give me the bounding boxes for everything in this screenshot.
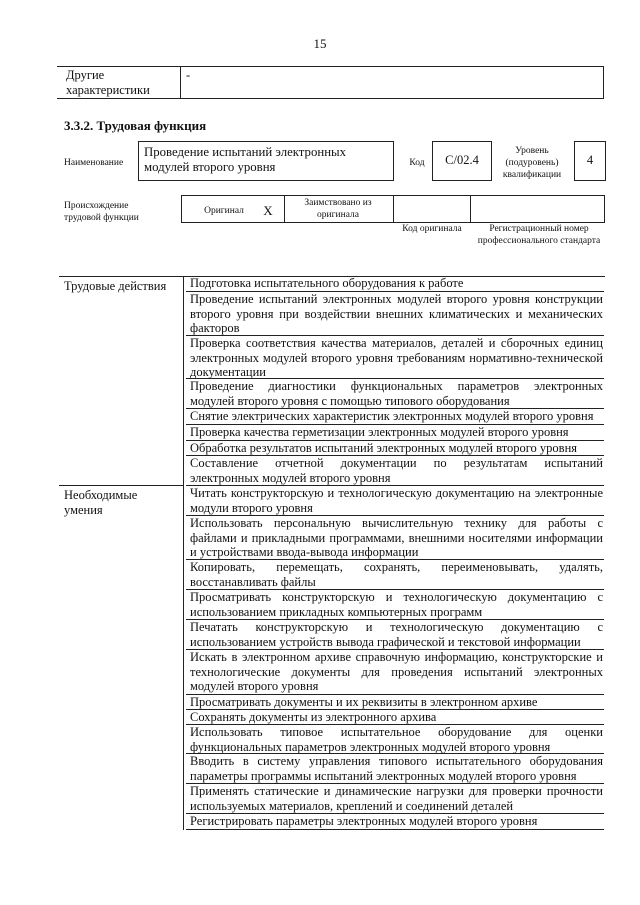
list-item: Вводить в систему управления типового испытательного оборудования параметры программы испытаний электронных модулей второго уровня [186,754,604,784]
list-item: Обработка результатов испытаний электронных модулей второго уровня [186,441,604,456]
code-label: Код [409,158,425,168]
code-value: C/02.4 [445,153,479,167]
section-title: 3.3.2. Трудовая функция [64,118,207,133]
list-item: Составление отчетной документации по результатам испытаний электронных модулей второго уровня [186,456,604,486]
list-item: Печатать конструкторскую и технологическую документацию с использованием устройств вывода графической и текстовой информации [186,620,604,650]
origin-label: Происхождение трудовой функции [64,201,139,223]
level-value: 4 [586,153,594,167]
list-item: Копировать, перемещать, сохранять, переименовывать, удалять, восстанавливать файлы [186,560,604,590]
list-item: Искать в электронном архиве справочную информацию, конструкторские и технологические документы для проведения испытаний электронных модулей второго уровня [186,650,604,695]
origin-original: Оригинал [204,206,244,216]
list-item: Регистрировать параметры электронных модулей второго уровня [186,814,604,830]
section-title-labor-actions: Трудовые действия [64,279,167,293]
list-item: Просматривать конструкторскую и технологическую документацию с использованием прикладных компьютерных программ [186,590,604,620]
page-number: 15 [313,36,327,51]
other-characteristics-value: - [186,68,191,82]
list-item: Просматривать документы и их реквизиты в электронном архиве [186,695,604,710]
origin-borrowed: Заимствовано из оригинала [304,198,372,220]
list-item: Проведение диагностики функциональных параметров электронных модулей второго уровня с помощью типового оборудования [186,379,604,409]
name-label: Наименование [64,158,124,168]
origin-code-label: Код оригинала [402,224,462,234]
origin-reg-number: Регистрационный номер профессионального стандарта [477,224,601,246]
list-item: Применять статические и динамические нагрузки для проверки прочности используемых материалов, креплений и соединений деталей [186,784,604,814]
name-value: Проведение испытаний электронных модулей второго уровня [144,145,347,174]
list-item: Проверка соответствия качества материалов, деталей и сборочных единиц электронных модулей второго уровня требованиям нормативно-технической документации [186,336,604,379]
list-item: Проведение испытаний электронных модулей второго уровня конструкции второго уровня при воздействии внешних климатических и механических факторов [186,292,604,336]
list-item: Сохранять документы из электронного архива [186,710,604,725]
list-item: Проверка качества герметизации электронных модулей второго уровня [186,425,604,441]
list-item: Использовать типовое испытательное оборудование для оценки функциональных параметров электронных модулей второго уровня [186,725,604,754]
list-item: Подготовка испытательного оборудования к работе [186,276,604,292]
other-characteristics-label: Другие характеристики [66,68,150,97]
section-title-skills: Необходимые умения [64,488,138,517]
list-item: Снятие электрических характеристик электронных модулей второго уровня [186,409,604,425]
origin-mark: X [263,203,273,218]
list-item: Читать конструкторскую и технологическую документацию на электронные модули второго уровня [186,486,604,516]
level-label: Уровень (подуровень) квалификации [502,146,562,180]
list-item: Использовать персональную вычислительную технику для работы с файлами и прикладными программами, внешними носителями информации и устройствами ввода-вывода информации [186,516,604,560]
